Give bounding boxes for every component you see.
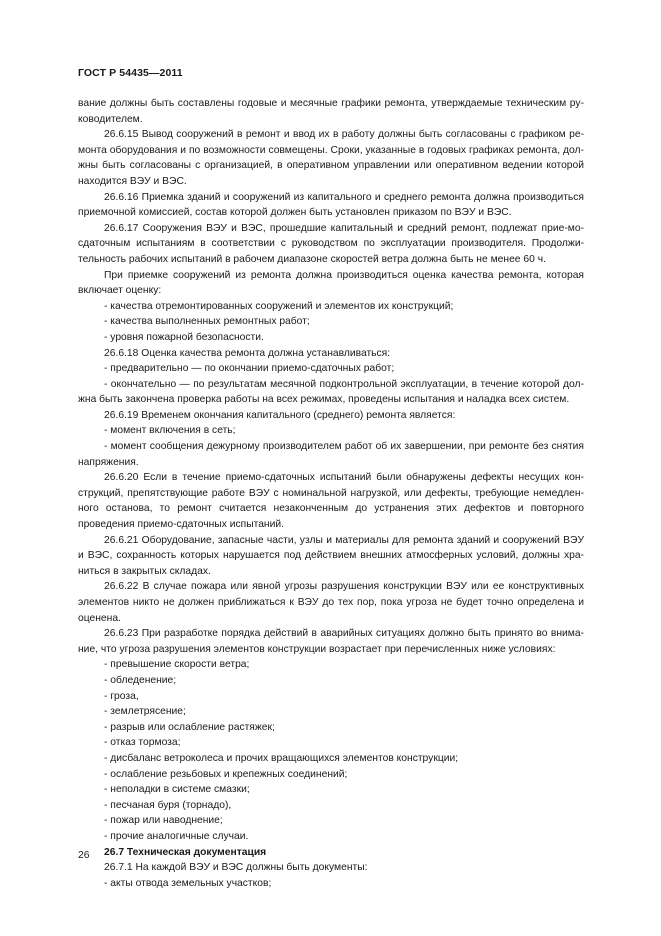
paragraph: При приемке сооружений из ремонта должна производиться оценка качества ремонта, которая включает оценку: — [78, 269, 584, 297]
list-item: - дисбаланс ветроколеса и прочих вращающихся элементов конструкции; — [104, 752, 459, 764]
paragraph: 26.7.1 На каждой ВЭУ и ВЭС должны быть документы: — [104, 862, 368, 874]
paragraph: 26.6.20 Если в течение приемо-сдаточных испытаний были обнаружены дефекты несущих кон-струкций, препятствующие работе ВЭУ с номинальной нагрузкой, или дефекты, требующие немедлен-ного останова, то ремонт считается незаконченным до устранения этих дефектов и повторного проведения приемо-сдаточных испытаний. — [78, 472, 584, 531]
list-item: - песчаная буря (торнадо), — [104, 799, 232, 811]
list-item: - качества выполненных ремонтных работ; — [104, 316, 310, 328]
document-header: ГОСТ Р 54435—2011 — [78, 67, 183, 79]
list-item: - отказ тормоза; — [104, 737, 181, 749]
paragraph: 26.6.22 В случае пожара или явной угрозы разрушения конструкции ВЭУ или ее конструктивных элементов никто не должен приближаться к ВЭУ до тех пор, пока угроза не будет точно определена и оценена. — [78, 581, 584, 624]
paragraph: 26.6.18 Оценка качества ремонта должна устанавливаться: — [104, 347, 391, 359]
list-item: - качества отремонтированных сооружений и элементов их конструкций; — [104, 300, 454, 312]
list-item: - предварительно — по окончании приемо-сдаточных работ; — [104, 363, 395, 375]
list-item: - момент сообщения дежурному производителем работ об их завершении, при ремонте без снятия напряжения. — [78, 441, 584, 468]
paragraph: 26.6.16 Приемка зданий и сооружений из капитального и среднего ремонта должна производиться приемочной комиссией, состав которой должен быть установлен приказом по ВЭУ и ВЭС. — [78, 191, 584, 219]
paragraph: 26.6.17 Сооружения ВЭУ и ВЭС, прошедшие капитальный и средний ремонт, подлежат прие-мо-сдаточным испытаниям в соответствии с руководством по эксплуатации производителя. Продолжи-тельность рабочих испытаний в рабочем диапазоне скоростей ветра должна быть не менее 60 ч. — [78, 222, 584, 265]
list-item: - прочие аналогичные случаи. — [104, 830, 249, 842]
list-item: - обледенение; — [104, 674, 177, 686]
paragraph: 26.6.15 Вывод сооружений в ремонт и ввод их в работу должны быть согласованы с графиком ре-монта оборудования и по возможности совмещены. Сроки, указанные в годовых графиках ремонта, дол-жны быть согласованы с организацией, в оперативном управлении или оперативном ведении которой находится ВЭУ и ВЭС. — [78, 129, 584, 187]
page-body — [78, 96, 584, 891]
page-number: 26 — [78, 850, 90, 861]
list-item: - акты отвода земельных участков; — [104, 877, 272, 889]
paragraph: 26.6.21 Оборудование, запасные части, узлы и материалы для ремонта зданий и сооружений ВЭУ и ВЭС, сохранность которых нарушается под действием внешних атмосферных условий, должны хра-ниться в закрытых складах. — [78, 534, 584, 577]
paragraph: 26.6.23 При разработке порядка действий в аварийных ситуациях должно быть принято во внима-ние, что угроза разрушения элементов конструкции возрастает при перечисленных ниже условиях: — [78, 628, 584, 655]
list-item: - окончательно — по результатам месячной подконтрольной эксплуатации, в течение которой дол-жна быть закончена проверка работы на всех режимах, проведены испытания и наладка всех систем. — [78, 378, 584, 406]
list-item: - ослабление резьбовых и крепежных соединений; — [104, 768, 348, 780]
paragraph: вание должны быть составлены годовые и месячные графики ремонта, утверждаемые техническим ру-ководителем. — [78, 98, 584, 125]
list-item: - момент включения в сеть; — [104, 425, 236, 437]
list-item: - уровня пожарной безопасности. — [104, 331, 264, 343]
paragraph: 26.6.19 Временем окончания капитального (среднего) ремонта является: — [104, 409, 456, 421]
list-item: - превышение скорости ветра; — [104, 659, 250, 671]
list-item: - разрыв или ослабление растяжек; — [104, 721, 275, 733]
list-item: - землетрясение; — [104, 706, 186, 718]
section-heading: 26.7 Техническая документация — [104, 846, 267, 858]
list-item: - пожар или наводнение; — [104, 815, 223, 827]
list-item: - гроза, — [104, 690, 139, 702]
list-item: - неполадки в системе смазки; — [104, 784, 250, 796]
